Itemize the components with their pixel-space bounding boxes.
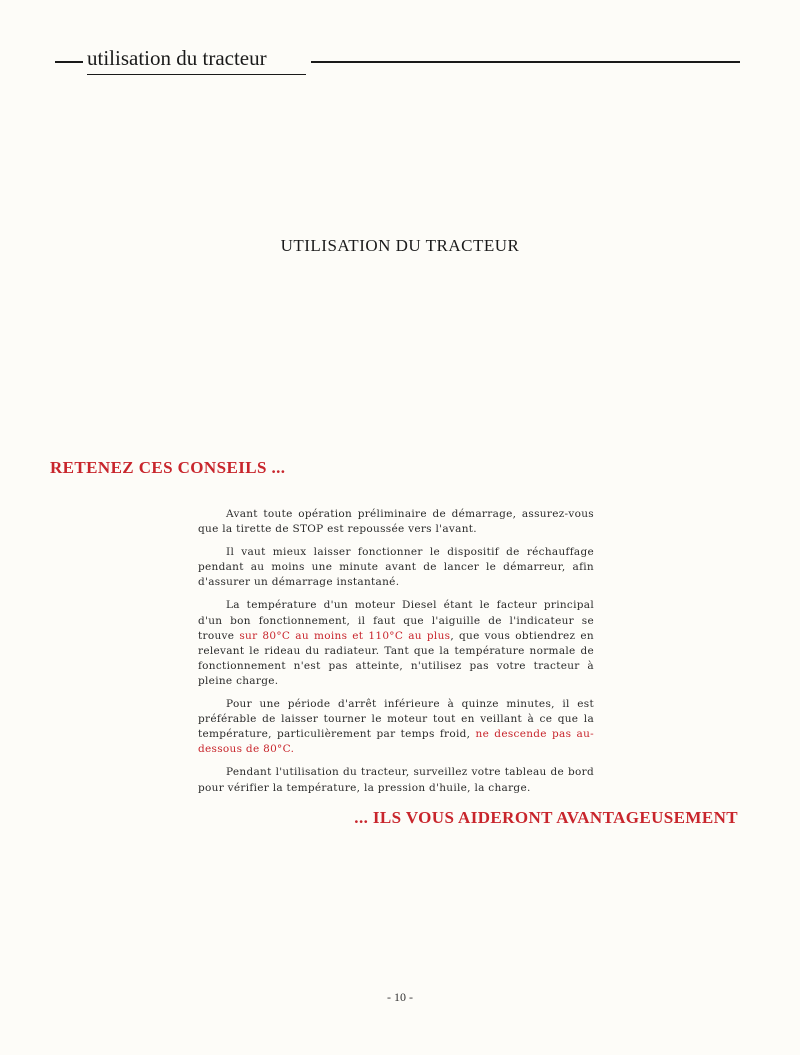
- section-title-underline: [87, 74, 306, 75]
- temperature-range-highlight: sur 80°C au moins et 110°C au plus: [239, 629, 451, 642]
- page-title: UTILISATION DU TRACTEUR: [280, 236, 520, 255]
- advice-body: [198, 507, 594, 804]
- section-header: [55, 46, 740, 76]
- section-title: utilisation du tracteur: [87, 46, 267, 70]
- paragraph-5: Pendant l'utilisation du tracteur, surveillez votre tableau de bord pour vérifier la température, la pression d'huile, la charge.: [198, 766, 594, 794]
- paragraph-2: Il vaut mieux laisser fonctionner le dispositif de réchauffage pendant au moins une minute avant de lancer le démarreur, afin d'assurer un démarrage instantané.: [198, 546, 594, 589]
- advice-heading: RETENEZ CES CONSEILS ...: [50, 458, 286, 477]
- paragraph-1: Avant toute opération préliminaire de démarrage, assurez-vous que la tirette de STOP est repoussée vers l'avant.: [198, 508, 594, 536]
- paragraph-3: [198, 598, 594, 689]
- page-number: - 10 -: [387, 990, 413, 1004]
- paragraph-3-text-a: La température d'un moteur Diesel étant le facteur principal d'un bon fonctionnement, il faut que l'aiguille de l'indicateur se trouve: [198, 599, 594, 642]
- paragraph-4: [198, 697, 594, 757]
- header-dash: [55, 61, 83, 63]
- paragraph-3-text-b: , que vous obtiendrez en relevant le rideau du radiateur. Tant que la température normale de fonctionnement n'est pas atteinte, n'utilisez pas votre tracteur à pleine charge.: [198, 629, 594, 687]
- closing-heading: ... ILS VOUS AIDERONT AVANTAGEUSEMENT: [354, 808, 738, 827]
- paragraph-4-text: Pour une période d'arrêt inférieure à quinze minutes, il est préférable de laisser tourner le moteur tout en veillant à ce que la température, particulièrement par temps froid,: [198, 698, 594, 741]
- min-temperature-highlight: ne descende pas au-dessous de 80°C.: [198, 728, 594, 756]
- header-rule: [311, 61, 740, 63]
